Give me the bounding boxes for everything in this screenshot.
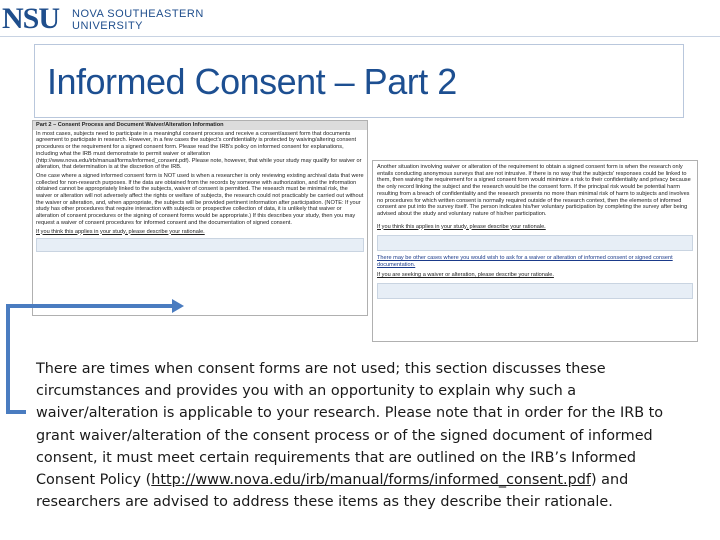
logo-text: [72, 8, 204, 32]
form-rationale-prompt-1: If you think this applies in your study, please describe your rationale.: [377, 223, 546, 230]
logo-line-1: NOVA SOUTHEASTERN: [72, 8, 204, 20]
form-intro-text: In most cases, subjects need to participate in a meaningful consent process and receive a consent/assent form that documents agreement to participate in research. However, in a few cases the subject's confidentiality is protected by waiving/altering consent procedures or the requirement for a signed consent form. Please read the IRB's policy on informed consent for explanations, including what the IRB must demonstrate to permit waiver or alteration (http://www.nova.edu/irb/manual/forms/informed_consent.pdf). Please note, however, that while your study may qualify for waiver or alteration, that determination is at the discretion of the IRB.: [36, 130, 362, 171]
bracket-arrow-top: [6, 304, 176, 308]
paragraph-text-2: ) and researchers are advised to address these items as they describe their rationale.: [36, 472, 629, 511]
form-rationale-prompt: If you think this applies in your study, please describe your rationale.: [36, 228, 205, 235]
nsu-logo: [0, 0, 240, 40]
form-screenshot-left: [32, 120, 368, 316]
header-divider: [0, 36, 720, 37]
rationale-field-left[interactable]: [36, 238, 364, 252]
policy-link[interactable]: http://www.nova.edu/irb/manual/forms/informed_consent.pdf: [151, 472, 591, 489]
bracket-arrow-bottom: [6, 410, 26, 414]
form-archival-text: One case where a signed informed consent form is NOT used is when a researcher is only reviewing existing archival data that were collected for non-research purposes. If the data are obtained from the records by someone with authorization, and the information obtained cannot be appropriately linked to the subjects, waiver of consent is permitted. The research must be minimal risk, the waiver or alteration will not adversely affect the rights or welfare of subjects, the research could not practicably be carried out without the waiver or alteration, and, when appropriate, the subjects will be provided pertinent information after participation. (NOTE: If your study has other procedures that require interaction with subjects or prospective collection of data, it is unlikely that waiver or alteration of consent procedures or the signing of consent forms would be appropriate.) If this describes your study, then you may request a waiver of consent procedures for informed consent and the documentation of signed consent.: [36, 172, 364, 226]
rationale-field-right-2[interactable]: [377, 283, 693, 299]
form-other-cases-text: There may be other cases where you would wish to ask for a waiver or alteration of informed consent or signed consent documentation.: [377, 255, 673, 269]
arrowhead-icon: [172, 299, 184, 313]
title-box: [34, 44, 684, 118]
form-section-header: Part 2 – Consent Process and Document Waiver/Alteration Information: [33, 121, 367, 130]
form-rationale-prompt-2: If you are seeking a waiver or alteration, please describe your rationale.: [377, 271, 554, 278]
rationale-field-right-1[interactable]: [377, 235, 693, 251]
slide-title: Informed Consent – Part 2: [47, 61, 457, 102]
logo-mark: NSU: [2, 2, 60, 35]
logo-line-2: UNIVERSITY: [72, 20, 144, 32]
paragraph-text-1: There are times when consent forms are not used; this section discusses these circumstances and provides you with an opportunity to explain why such a waiver/alteration is applicable to your research. Please note that in order for the IRB to grant waiver/alteration of the consent process or of the signed document of informed consent, it must meet certain requirements that are outlined on the IRB’s Informed Consent Policy (: [36, 361, 664, 489]
form-survey-text: Another situation involving waiver or alteration of the requirement to obtain a signed consent form is when the research only entails conducting anonymous surveys that are not intrusive. If there is no way that the subjects' responses could be linked to them, then waiving the requirement for a signed consent form would minimize a risk to their confidentiality and privacy because the only record linking the subject and the research would be the consent form. If the principal risk would be potential harm resulting from a breach of confidentiality and the research presents no more than minimal risk of harm to subjects and involves no procedures for which written consent is normally required outside of the research context, then the elements of informed consent are put into the survey itself. The person indicates his/her voluntary participation by completing the survey after being advised about the study and voluntary nature of his/her participation.: [377, 164, 691, 217]
bracket-arrow-vertical: [6, 304, 10, 414]
explanation-paragraph: [36, 358, 696, 513]
form-screenshot-right: [372, 160, 698, 342]
